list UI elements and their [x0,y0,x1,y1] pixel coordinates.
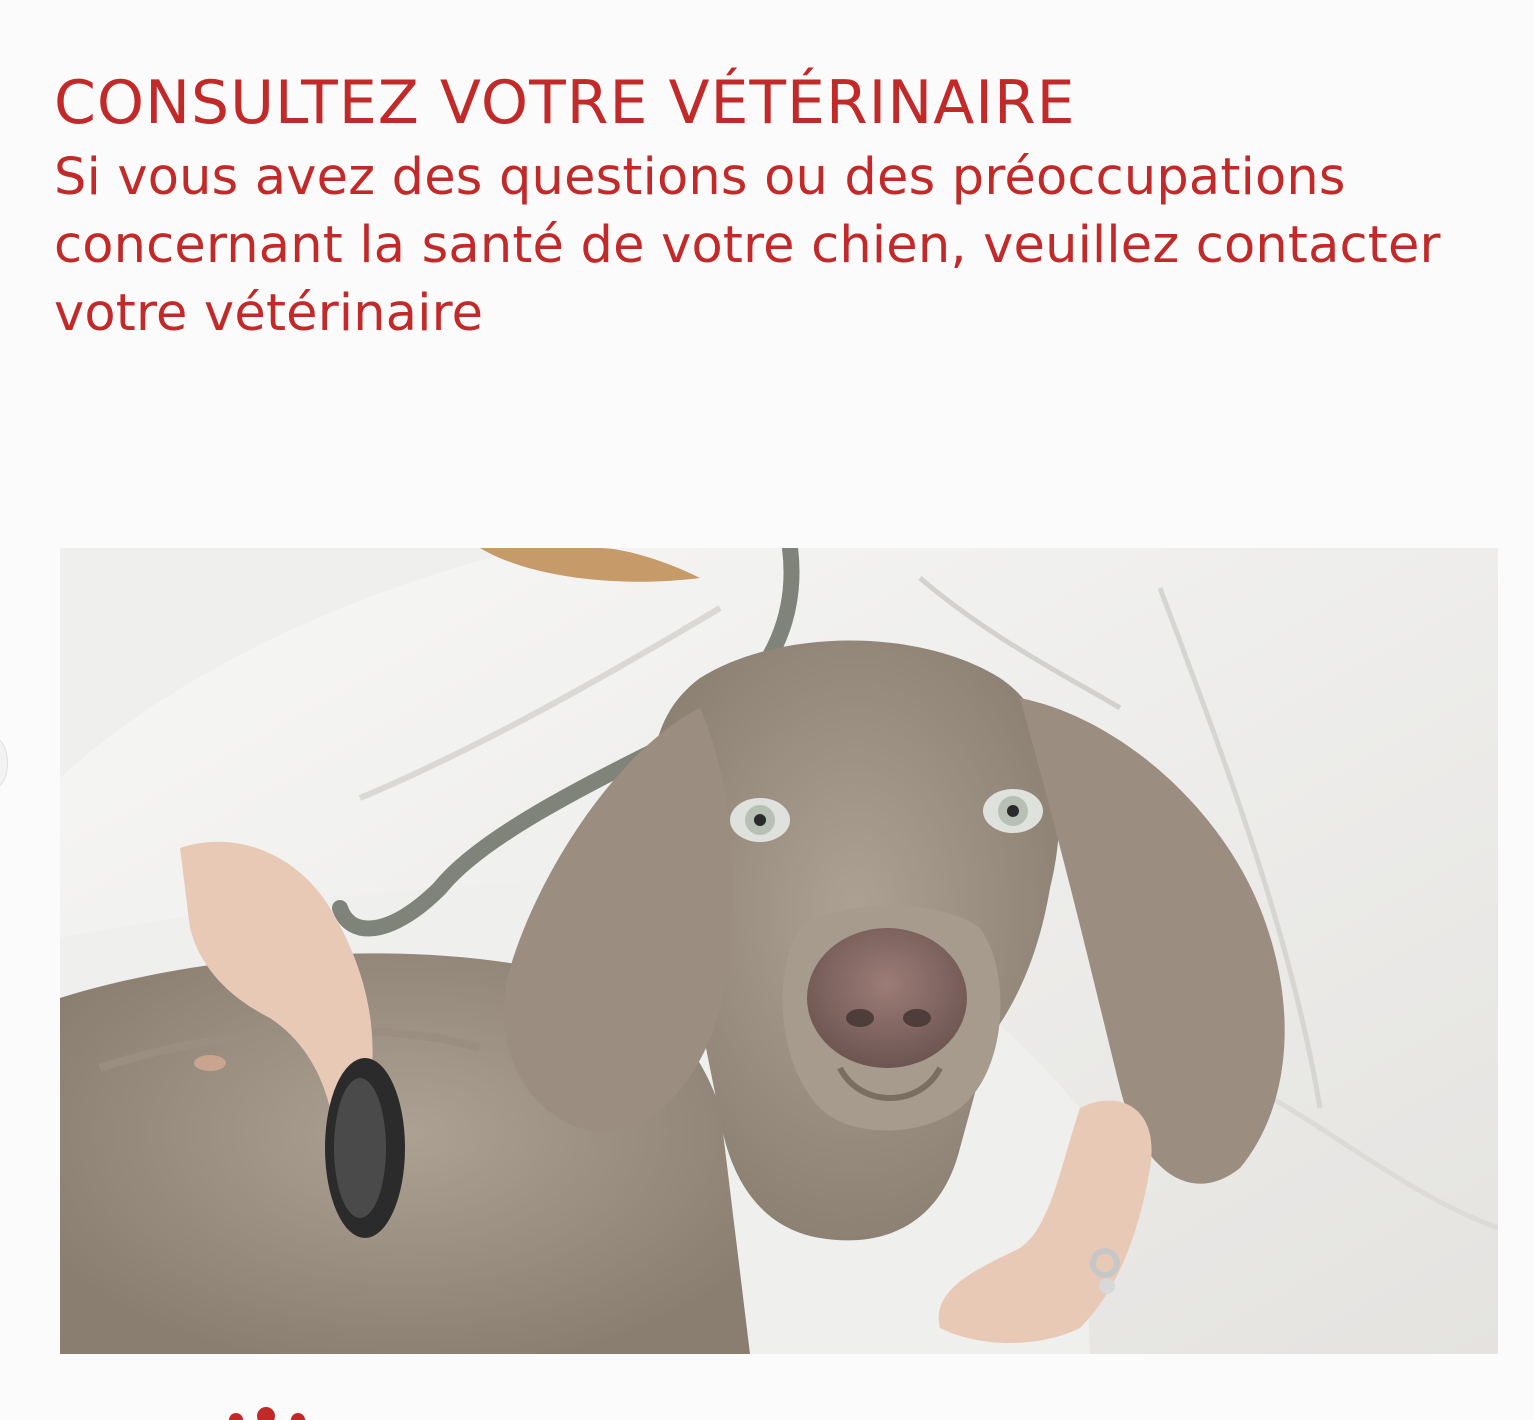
page-title: CONSULTEZ VOTRE VÉTÉRINAIRE [54,68,1076,138]
carousel-previous-button[interactable] [0,738,8,788]
crown-logo [218,1404,328,1420]
vet-dog-photo [60,548,1498,1354]
page-subtitle: Si vous avez des questions ou des préoccupations concernant la santé de votre chien, veuillez contacter votre vétérinaire [54,148,1441,343]
consult-vet-heading [54,62,1504,348]
brand-logo [218,1404,328,1420]
vet-dog-illustration [60,548,1498,1354]
